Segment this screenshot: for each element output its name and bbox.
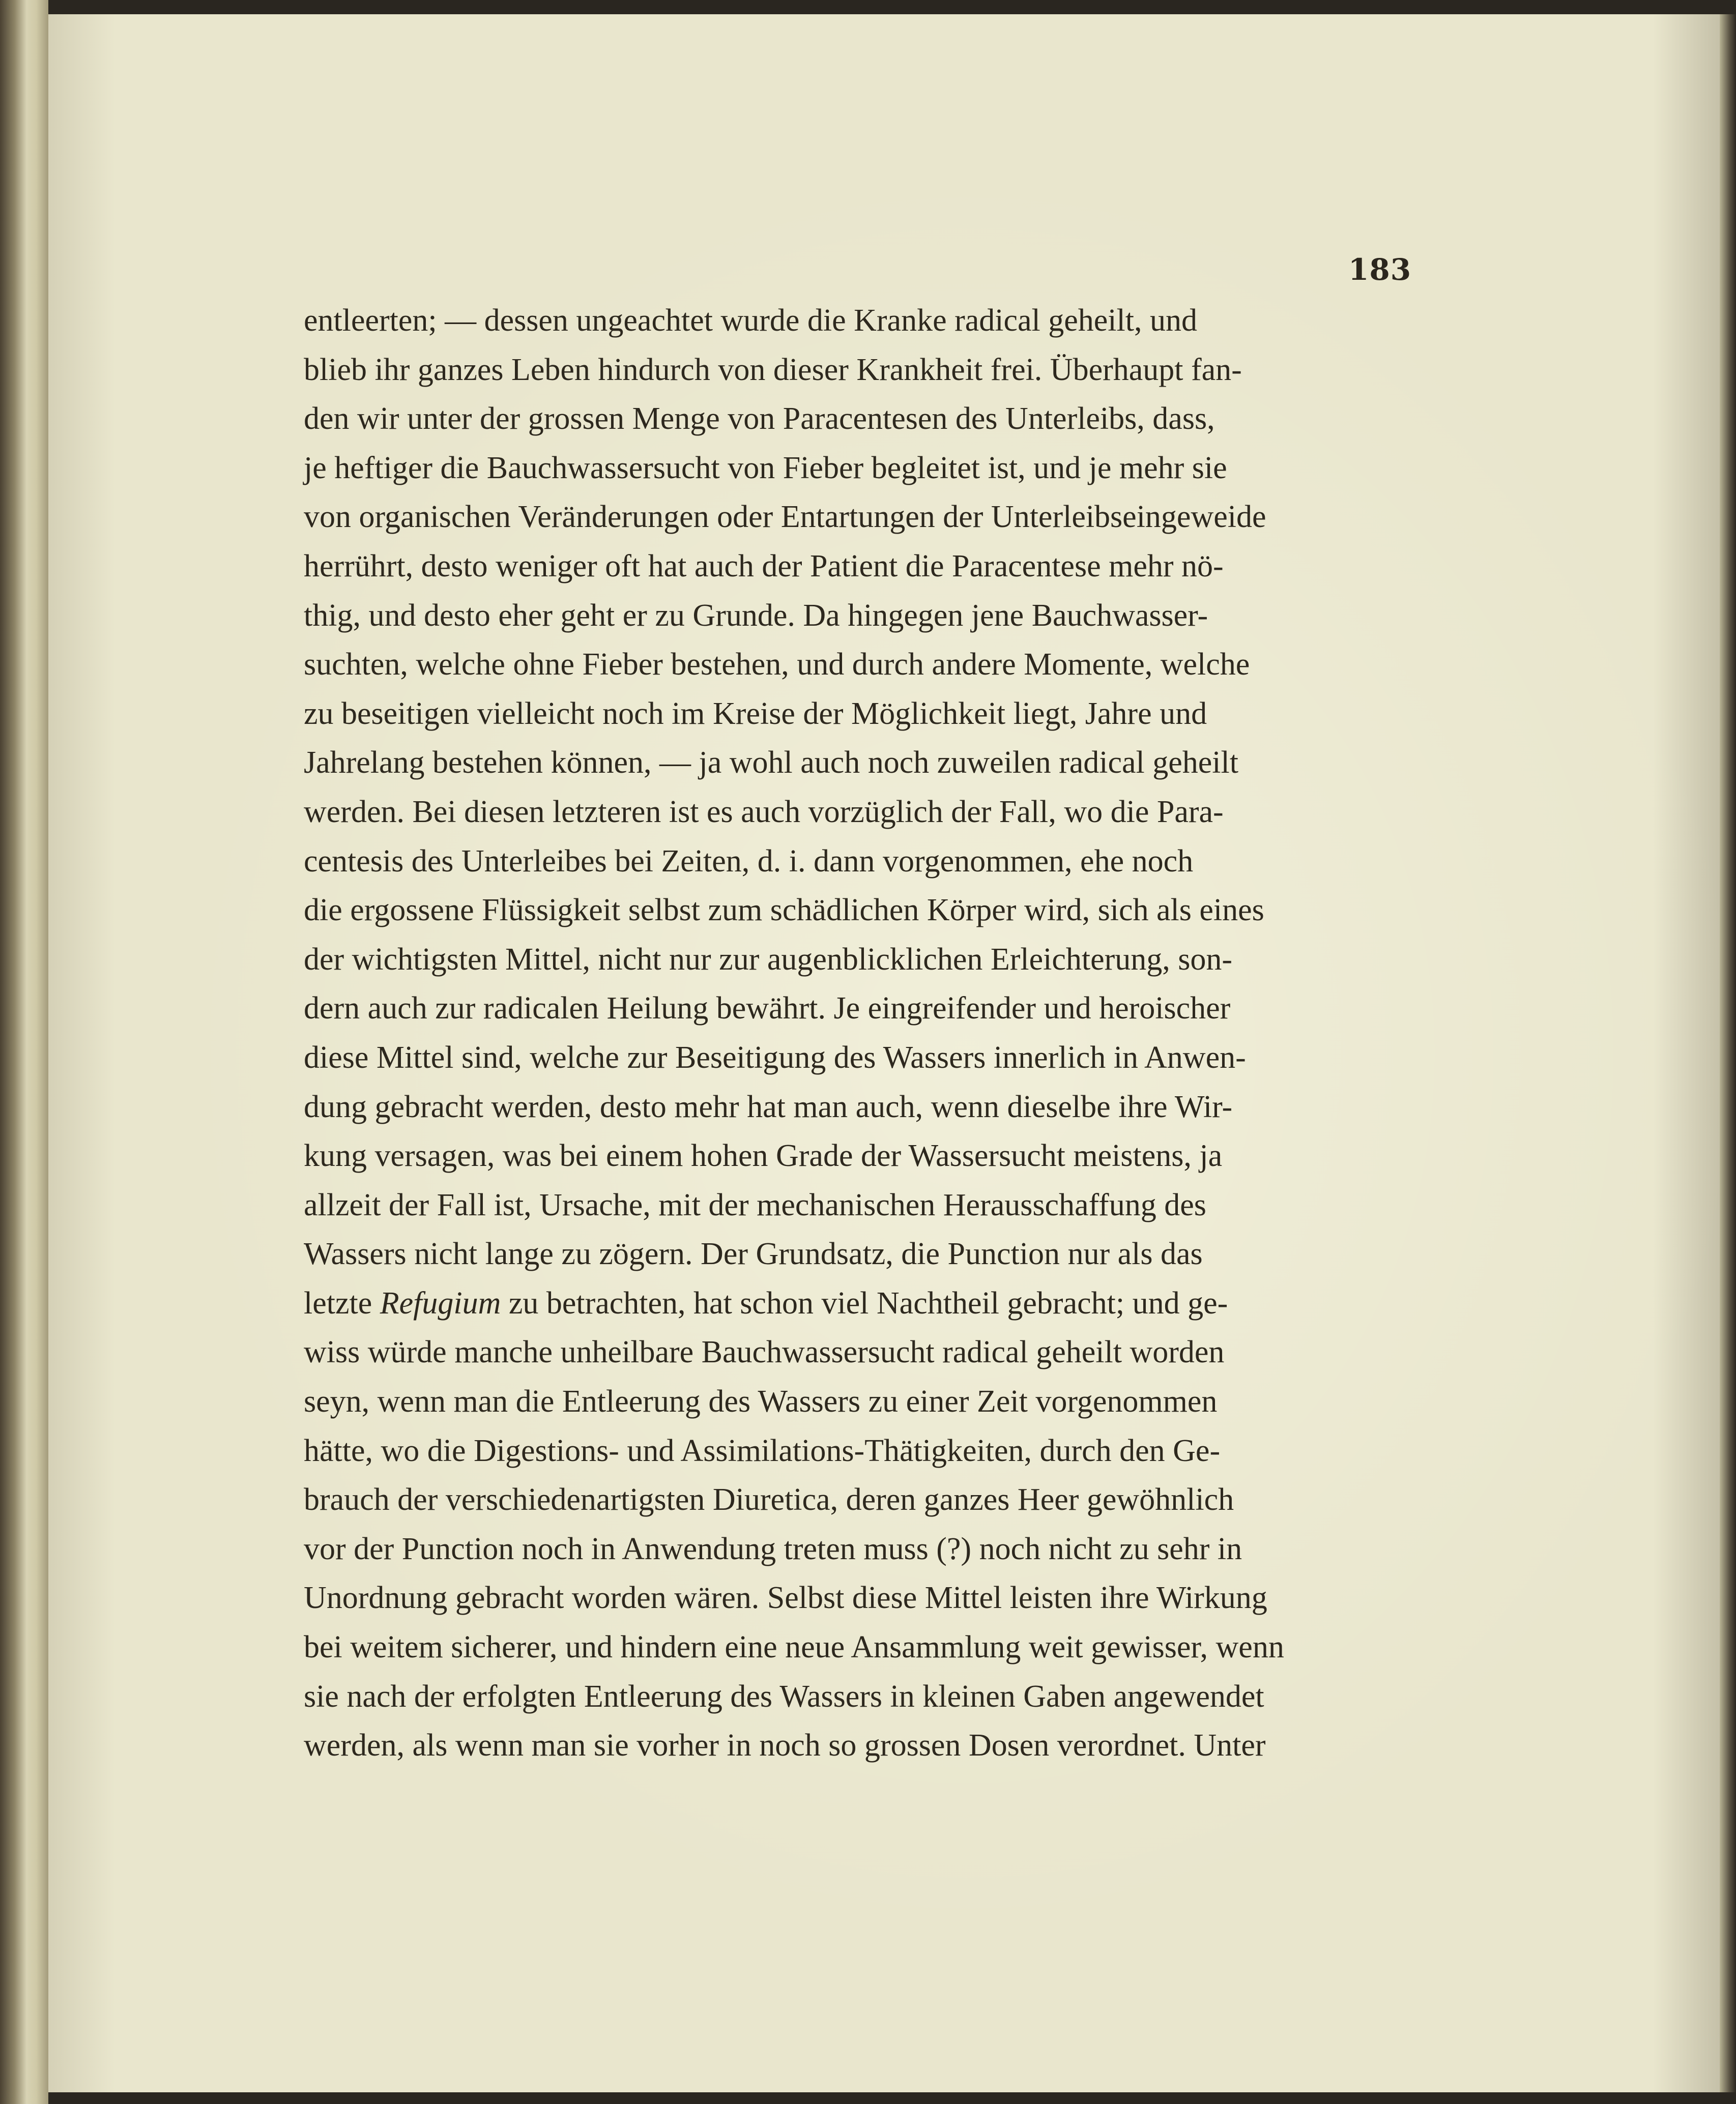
text-line: die ergossene Flüssigkeit selbst zum schädlichen Körper wird, sich als eines [304, 893, 1264, 928]
text-line: hätte, wo die Digestions- und Assimilations-Thätigkeiten, durch den Ge- [304, 1433, 1221, 1468]
text-line-with-italic [304, 1279, 1408, 1328]
text-line: suchten, welche ohne Fieber bestehen, und durch andere Momente, welche [304, 647, 1250, 682]
text-line: der wichtigsten Mittel, nicht nur zur augenblicklichen Erleichterung, son- [304, 942, 1233, 977]
text-line: brauch der verschiedenartigsten Diuretica, deren ganzes Heer gewöhnlich [304, 1482, 1234, 1517]
text-line: den wir unter der grossen Menge von Paracentesen des Unterleibs, dass, [304, 401, 1215, 436]
text-line: Wassers nicht lange zu zögern. Der Grundsatz, die Punction nur als das [304, 1237, 1203, 1272]
text-line: sie nach der erfolgten Entleerung des Wassers in kleinen Gaben angewendet [304, 1679, 1264, 1714]
text-line: werden. Bei diesen letzteren ist es auch vorzüglich der Fall, wo die Para- [304, 794, 1224, 829]
text-line: zu beseitigen vielleicht noch im Kreise der Möglichkeit liegt, Jahre und [304, 696, 1207, 731]
text-line: centesis des Unterleibes bei Zeiten, d. i. dann vorgenommen, ehe noch [304, 843, 1194, 879]
page-number: 183 [1348, 252, 1412, 287]
text-line: je heftiger die Bauchwassersucht von Fieber begleitet ist, und je mehr sie [304, 450, 1227, 485]
text-line: herrührt, desto weniger oft hat auch der Patient die Paracentese mehr nö- [304, 548, 1224, 583]
text-line: Jahrelang bestehen können, — ja wohl auch noch zuweilen radical geheilt [304, 745, 1238, 780]
text-line: entleerten; — dessen ungeachtet wurde die Kranke radical geheilt, und [304, 303, 1197, 338]
body-text [304, 296, 1408, 1770]
text-line: bei weitem sicherer, und hindern eine neue Ansammlung weit gewisser, wenn [304, 1630, 1284, 1665]
text-line: kung versagen, was bei einem hohen Grade der Wassersucht meistens, ja [304, 1138, 1223, 1174]
text-line: thig, und desto eher geht er zu Grunde. Da hingegen jene Bauchwasser- [304, 598, 1208, 633]
text-line: dung gebracht werden, desto mehr hat man auch, wenn dieselbe ihre Wir- [304, 1089, 1233, 1124]
italic-term: Refugium [380, 1285, 501, 1321]
text-line: allzeit der Fall ist, Ursache, mit der mechanischen Herausschaffung des [304, 1187, 1206, 1222]
text-line: seyn, wenn man die Entleerung des Wassers zu einer Zeit vorgenommen [304, 1384, 1218, 1419]
text-line: von organischen Veränderungen oder Entartungen der Unterleibseingeweide [304, 500, 1266, 535]
text-line: blieb ihr ganzes Leben hindurch von dieser Krankheit frei. Überhaupt fan- [304, 352, 1242, 387]
text-line: vor der Punction noch in Anwendung treten muss (?) noch nicht zu sehr in [304, 1531, 1242, 1566]
text-line: werden, als wenn man sie vorher in noch so grossen Dosen verordnet. Unter [304, 1728, 1266, 1763]
text-line: Unordnung gebracht worden wären. Selbst diese Mittel leisten ihre Wirkung [304, 1581, 1267, 1616]
page-edge [1720, 14, 1736, 2092]
book-gutter [0, 0, 48, 2104]
text-line: dern auch zur radicalen Heilung bewährt. Je eingreifender und heroischer [304, 991, 1231, 1026]
text-segment: letzte [304, 1285, 380, 1321]
text-line: wiss würde manche unheilbare Bauchwassersucht radical geheilt worden [304, 1335, 1225, 1370]
text-line: diese Mittel sind, welche zur Beseitigung des Wassers innerlich in Anwen- [304, 1040, 1246, 1075]
text-segment: zu betrachten, hat schon viel Nachtheil gebracht; und ge- [501, 1285, 1228, 1321]
